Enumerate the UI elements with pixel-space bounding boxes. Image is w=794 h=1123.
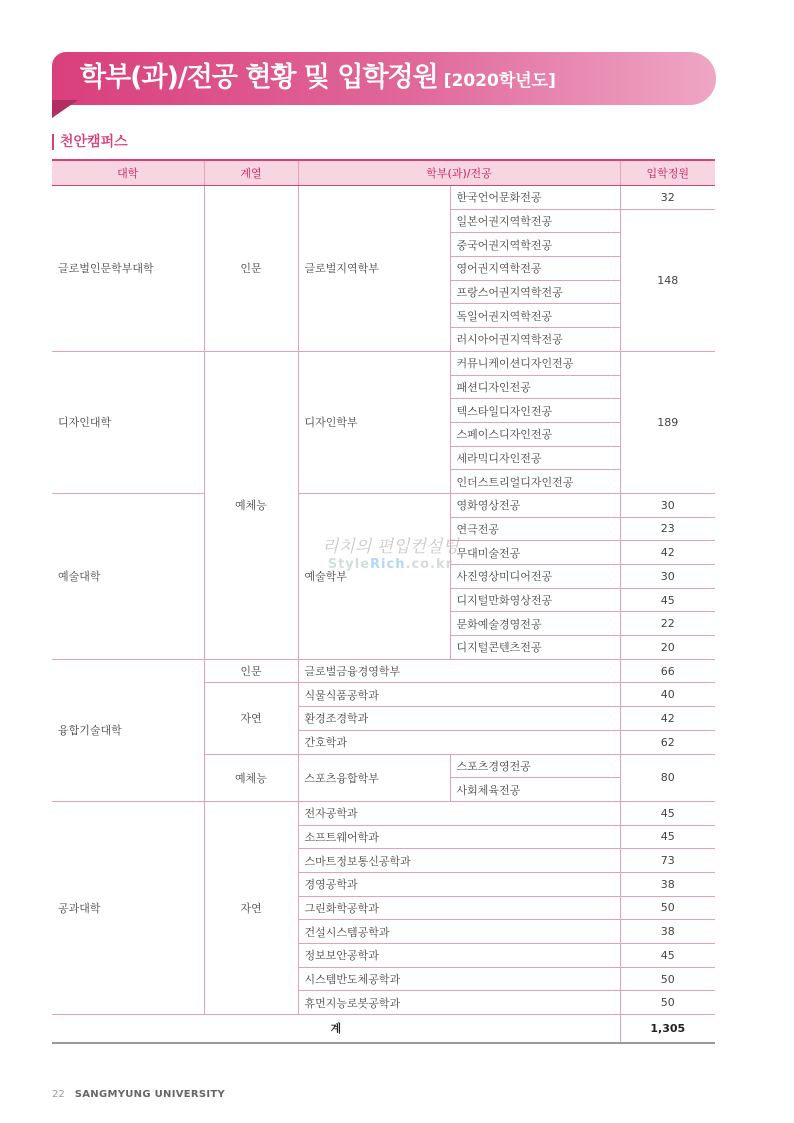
header-quota: 입학정원 [620,160,715,186]
total-value: 1,305 [620,1015,715,1043]
major-cell: 무대미술전공 [450,541,620,565]
major-cell: 연극전공 [450,517,620,541]
field-cell: 예체능 [204,351,298,659]
title-main: 학부(과)/전공 현황 및 입학정원 [80,62,438,93]
unit-cell: 디자인학부 [298,351,450,493]
major-cell: 독일어권지역학전공 [450,304,620,328]
unit-cell: 시스템반도체공학과 [298,967,620,991]
quota-cell: 40 [620,683,715,707]
table-row [52,659,715,683]
unit-cell: 글로벌금융경영학부 [298,659,620,683]
unit-cell: 스포츠융합학부 [298,754,450,801]
total-row [52,1015,715,1043]
unit-cell: 예술학부 [298,493,450,659]
major-cell: 커뮤니케이션디자인전공 [450,351,620,375]
quota-cell: 80 [620,754,715,801]
watermark-style: Style [327,557,371,572]
field-cell: 자연 [204,683,298,754]
unit-cell: 전자공학과 [298,801,620,825]
field-cell: 인문 [204,659,298,683]
college-cell: 공과대학 [52,801,204,1014]
quota-cell: 50 [620,896,715,920]
watermark-rich: Rich [370,557,406,572]
college-cell: 융합기술대학 [52,659,204,801]
unit-cell: 식물식품공학과 [298,683,620,707]
major-cell: 일본어권지역학전공 [450,209,620,233]
major-cell: 패션디자인전공 [450,375,620,399]
page-number: 22 [52,1089,65,1100]
quota-cell: 50 [620,991,715,1015]
quota-cell: 20 [620,636,715,660]
header-field: 계열 [204,160,298,186]
unit-cell: 휴먼지능로봇공학과 [298,991,620,1015]
table-row [52,801,715,825]
quota-cell: 30 [620,565,715,589]
header-department: 학부(과)/전공 [298,160,620,186]
unit-cell: 스마트정보통신공학과 [298,849,620,873]
quota-cell: 45 [620,801,715,825]
major-cell: 텍스타일디자인전공 [450,399,620,423]
major-cell: 디지털콘텐츠전공 [450,636,620,660]
major-cell: 프랑스어권지역학전공 [450,280,620,304]
table-row [52,351,715,375]
college-cell: 예술대학 [52,493,204,659]
watermark-line1: 리치의 편입컨설팅 [322,537,459,557]
admission-table [52,159,715,1044]
quota-cell: 32 [620,186,715,210]
field-cell: 예체능 [204,754,298,801]
quota-cell: 50 [620,967,715,991]
watermark-domain: .co.kr [405,557,454,572]
major-cell: 영어권지역학전공 [450,257,620,281]
quota-cell: 42 [620,541,715,565]
unit-cell: 간호학과 [298,730,620,754]
quota-cell: 148 [620,209,715,351]
college-cell: 디자인대학 [52,351,204,493]
unit-cell: 그린화학공학과 [298,896,620,920]
major-cell: 문화예술경영전공 [450,612,620,636]
quota-cell: 73 [620,849,715,873]
page-title [80,58,556,101]
field-cell: 인문 [204,186,298,352]
quota-cell: 23 [620,517,715,541]
major-cell: 한국언어문화전공 [450,186,620,210]
quota-cell: 45 [620,825,715,849]
title-year: [2020학년도] [443,71,556,91]
unit-cell: 글로벌지역학부 [298,186,450,352]
college-cell: 글로벌인문학부대학 [52,186,204,352]
quota-cell: 66 [620,659,715,683]
unit-cell: 건설시스템공학과 [298,920,620,944]
quota-cell: 30 [620,493,715,517]
unit-cell: 정보보안공학과 [298,944,620,968]
unit-cell: 경영공학과 [298,872,620,896]
unit-cell: 환경조경학과 [298,707,620,731]
quota-cell: 189 [620,351,715,493]
major-cell: 스포츠경영전공 [450,754,620,778]
major-cell: 사회체육전공 [450,778,620,802]
major-cell: 러시아어권지역학전공 [450,328,620,352]
quota-cell: 38 [620,872,715,896]
footer [52,1089,225,1100]
section-label: 천안캠퍼스 [52,134,128,150]
quota-cell: 38 [620,920,715,944]
table-row [52,186,715,210]
major-cell: 중국어권지역학전공 [450,233,620,257]
unit-cell: 소프트웨어학과 [298,825,620,849]
quota-cell: 45 [620,944,715,968]
major-cell: 인더스트리얼디자인전공 [450,470,620,494]
university-name: SANGMYUNG UNIVERSITY [74,1089,226,1100]
major-cell: 세라믹디자인전공 [450,446,620,470]
quota-cell: 45 [620,588,715,612]
field-cell: 자연 [204,801,298,1014]
table-row [52,493,715,517]
banner-fold [52,100,78,118]
major-cell: 영화영상전공 [450,493,620,517]
quota-cell: 62 [620,730,715,754]
total-label: 계 [52,1015,620,1043]
table-header-row [52,160,715,186]
quota-cell: 42 [620,707,715,731]
header-college: 대학 [52,160,204,186]
major-cell: 사진영상미디어전공 [450,565,620,589]
quota-cell: 22 [620,612,715,636]
major-cell: 디지털만화영상전공 [450,588,620,612]
major-cell: 스페이스디자인전공 [450,422,620,446]
